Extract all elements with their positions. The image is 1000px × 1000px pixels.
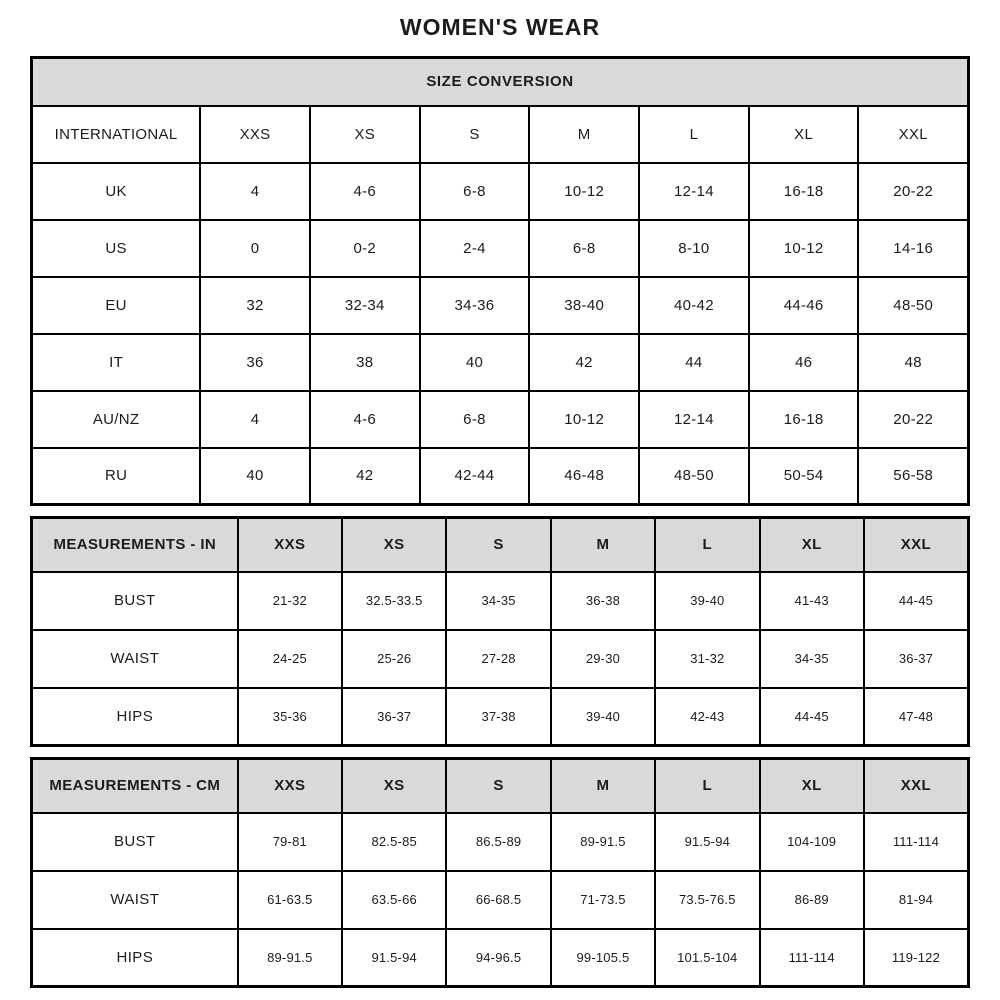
table-cell: 40 bbox=[200, 448, 310, 505]
table-cell: S bbox=[446, 759, 550, 813]
table-cell: 46-48 bbox=[529, 448, 639, 505]
table-cell: 42-44 bbox=[420, 448, 530, 505]
table-cell: 31-32 bbox=[655, 630, 759, 688]
table-cell: 10-12 bbox=[529, 163, 639, 220]
measurements-in-body bbox=[32, 518, 969, 746]
row-label: AU/NZ bbox=[32, 391, 201, 448]
table-cell: M bbox=[529, 106, 639, 163]
table-cell: 66-68.5 bbox=[446, 871, 550, 929]
table-cell: 86-89 bbox=[760, 871, 864, 929]
table-cell: 50-54 bbox=[749, 448, 859, 505]
size-conversion-banner: SIZE CONVERSION bbox=[32, 58, 969, 106]
table-cell: 42 bbox=[310, 448, 420, 505]
row-label: IT bbox=[32, 334, 201, 391]
table-cell: 89-91.5 bbox=[238, 929, 342, 987]
table-cell: 56-58 bbox=[858, 448, 968, 505]
table-cell: 48 bbox=[858, 334, 968, 391]
table-cell: 40-42 bbox=[639, 277, 749, 334]
table-cell: 12-14 bbox=[639, 391, 749, 448]
table-cell: 34-35 bbox=[760, 630, 864, 688]
table-cell: 46 bbox=[749, 334, 859, 391]
table-cell: 42-43 bbox=[655, 688, 759, 746]
table-row bbox=[32, 391, 969, 448]
table-cell: 38 bbox=[310, 334, 420, 391]
table-cell: 36-37 bbox=[864, 630, 969, 688]
table-cell: XL bbox=[760, 518, 864, 572]
table-cell: 40 bbox=[420, 334, 530, 391]
table-cell: 104-109 bbox=[760, 813, 864, 871]
table-cell: 25-26 bbox=[342, 630, 446, 688]
row-label: INTERNATIONAL bbox=[32, 106, 201, 163]
table-cell: XXL bbox=[864, 518, 969, 572]
table-cell: M bbox=[551, 759, 655, 813]
row-label: MEASUREMENTS - IN bbox=[32, 518, 238, 572]
table-cell: XXS bbox=[200, 106, 310, 163]
table-cell: XS bbox=[342, 759, 446, 813]
table-cell: 32-34 bbox=[310, 277, 420, 334]
table-cell: S bbox=[420, 106, 530, 163]
table-cell: 4 bbox=[200, 163, 310, 220]
table-cell: XXS bbox=[238, 759, 342, 813]
row-label: WAIST bbox=[32, 630, 238, 688]
table-cell: 12-14 bbox=[639, 163, 749, 220]
table-row bbox=[32, 572, 969, 630]
table-row bbox=[32, 759, 969, 813]
table-cell: XL bbox=[760, 759, 864, 813]
table-cell: 2-4 bbox=[420, 220, 530, 277]
table-cell: XL bbox=[749, 106, 859, 163]
table-row bbox=[32, 277, 969, 334]
row-label: BUST bbox=[32, 572, 238, 630]
table-cell: 0-2 bbox=[310, 220, 420, 277]
table-cell: 63.5-66 bbox=[342, 871, 446, 929]
table-cell: 20-22 bbox=[858, 163, 968, 220]
table-cell: 39-40 bbox=[551, 688, 655, 746]
row-label: MEASUREMENTS - CM bbox=[32, 759, 238, 813]
size-conversion-banner-row bbox=[32, 58, 969, 106]
table-cell: 79-81 bbox=[238, 813, 342, 871]
table-cell: 99-105.5 bbox=[551, 929, 655, 987]
table-cell: 91.5-94 bbox=[342, 929, 446, 987]
table-cell: 82.5-85 bbox=[342, 813, 446, 871]
table-cell: 14-16 bbox=[858, 220, 968, 277]
row-label: HIPS bbox=[32, 688, 238, 746]
table-cell: 38-40 bbox=[529, 277, 639, 334]
table-cell: M bbox=[551, 518, 655, 572]
table-cell: 39-40 bbox=[655, 572, 759, 630]
table-cell: 27-28 bbox=[446, 630, 550, 688]
table-row bbox=[32, 334, 969, 391]
measurements-cm-body bbox=[32, 759, 969, 987]
row-label: WAIST bbox=[32, 871, 238, 929]
table-cell: 21-32 bbox=[238, 572, 342, 630]
table-cell: 42 bbox=[529, 334, 639, 391]
table-cell: 8-10 bbox=[639, 220, 749, 277]
table-cell: L bbox=[639, 106, 749, 163]
table-row bbox=[32, 448, 969, 505]
table-row bbox=[32, 630, 969, 688]
table-cell: 10-12 bbox=[749, 220, 859, 277]
table-cell: XXL bbox=[864, 759, 969, 813]
table-cell: 47-48 bbox=[864, 688, 969, 746]
table-cell: 35-36 bbox=[238, 688, 342, 746]
table-cell: L bbox=[655, 759, 759, 813]
table-row bbox=[32, 106, 969, 163]
table-cell: 44-45 bbox=[864, 572, 969, 630]
table-cell: 44-46 bbox=[749, 277, 859, 334]
measurements-cm-table bbox=[30, 757, 970, 988]
table-cell: 41-43 bbox=[760, 572, 864, 630]
row-label: EU bbox=[32, 277, 201, 334]
table-cell: 91.5-94 bbox=[655, 813, 759, 871]
table-cell: 32 bbox=[200, 277, 310, 334]
table-cell: 111-114 bbox=[760, 929, 864, 987]
table-row bbox=[32, 813, 969, 871]
table-cell: 44-45 bbox=[760, 688, 864, 746]
table-row bbox=[32, 871, 969, 929]
table-cell: 6-8 bbox=[529, 220, 639, 277]
table-cell: 89-91.5 bbox=[551, 813, 655, 871]
table-cell: 0 bbox=[200, 220, 310, 277]
table-cell: XXL bbox=[858, 106, 968, 163]
table-cell: 44 bbox=[639, 334, 749, 391]
table-cell: 16-18 bbox=[749, 391, 859, 448]
table-cell: 36-38 bbox=[551, 572, 655, 630]
table-cell: 94-96.5 bbox=[446, 929, 550, 987]
row-label: US bbox=[32, 220, 201, 277]
table-row bbox=[32, 929, 969, 987]
row-label: HIPS bbox=[32, 929, 238, 987]
table-cell: 48-50 bbox=[858, 277, 968, 334]
table-cell: 86.5-89 bbox=[446, 813, 550, 871]
row-label: RU bbox=[32, 448, 201, 505]
table-cell: 4-6 bbox=[310, 163, 420, 220]
table-cell: 24-25 bbox=[238, 630, 342, 688]
table-row bbox=[32, 163, 969, 220]
table-cell: 32.5-33.5 bbox=[342, 572, 446, 630]
table-cell: 61-63.5 bbox=[238, 871, 342, 929]
row-label: UK bbox=[32, 163, 201, 220]
table-cell: 81-94 bbox=[864, 871, 969, 929]
table-cell: 36-37 bbox=[342, 688, 446, 746]
table-cell: S bbox=[446, 518, 550, 572]
table-cell: 4-6 bbox=[310, 391, 420, 448]
table-cell: 6-8 bbox=[420, 391, 530, 448]
table-cell: 37-38 bbox=[446, 688, 550, 746]
table-cell: 6-8 bbox=[420, 163, 530, 220]
size-conversion-table bbox=[30, 56, 970, 506]
table-cell: XXS bbox=[238, 518, 342, 572]
table-cell: 34-36 bbox=[420, 277, 530, 334]
table-cell: 20-22 bbox=[858, 391, 968, 448]
table-cell: 16-18 bbox=[749, 163, 859, 220]
table-cell: 101.5-104 bbox=[655, 929, 759, 987]
page-title: WOMEN'S WEAR bbox=[399, 14, 601, 40]
table-cell: 36 bbox=[200, 334, 310, 391]
table-cell: 34-35 bbox=[446, 572, 550, 630]
table-cell: 119-122 bbox=[864, 929, 969, 987]
row-label: BUST bbox=[32, 813, 238, 871]
table-row bbox=[32, 688, 969, 746]
table-cell: 29-30 bbox=[551, 630, 655, 688]
table-cell: L bbox=[655, 518, 759, 572]
table-cell: 73.5-76.5 bbox=[655, 871, 759, 929]
table-row bbox=[32, 220, 969, 277]
table-cell: 4 bbox=[200, 391, 310, 448]
table-cell: 71-73.5 bbox=[551, 871, 655, 929]
table-cell: 10-12 bbox=[529, 391, 639, 448]
table-cell: XS bbox=[310, 106, 420, 163]
table-cell: XS bbox=[342, 518, 446, 572]
table-row bbox=[32, 518, 969, 572]
size-conversion-body bbox=[32, 106, 969, 505]
table-cell: 48-50 bbox=[639, 448, 749, 505]
table-cell: 111-114 bbox=[864, 813, 969, 871]
measurements-in-table bbox=[30, 516, 970, 747]
